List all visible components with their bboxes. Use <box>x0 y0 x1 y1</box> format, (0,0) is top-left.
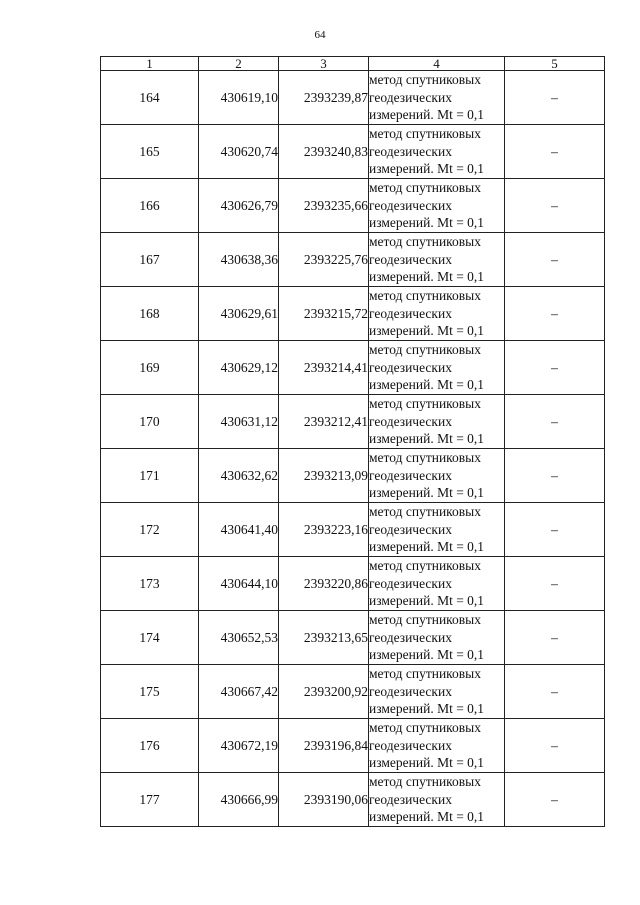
method-line: измерений. Mt = 0,1 <box>369 431 485 447</box>
y-coordinate-cell: 2393190,06 <box>279 773 369 827</box>
method-cell <box>369 719 505 773</box>
method-cell <box>369 71 505 125</box>
table-row <box>101 125 605 179</box>
y-coordinate-cell: 2393223,16 <box>279 503 369 557</box>
method-line: метод спутниковых <box>369 396 481 412</box>
column-5-cell: – <box>505 179 605 233</box>
point-number-cell: 175 <box>101 665 199 719</box>
method-cell <box>369 773 505 827</box>
column-5-cell: – <box>505 773 605 827</box>
method-cell <box>369 449 505 503</box>
page-number: 64 <box>314 29 326 41</box>
y-coordinate-cell: 2393213,65 <box>279 611 369 665</box>
point-number-cell: 165 <box>101 125 199 179</box>
method-cell <box>369 233 505 287</box>
point-number-cell: 173 <box>101 557 199 611</box>
table-row <box>101 71 605 125</box>
method-line: геодезических <box>369 521 452 537</box>
column-5-cell: – <box>505 665 605 719</box>
table-row <box>101 719 605 773</box>
method-cell <box>369 503 505 557</box>
method-line: геодезических <box>369 683 452 699</box>
method-line: измерений. Mt = 0,1 <box>369 269 485 285</box>
table-row <box>101 557 605 611</box>
method-line: измерений. Mt = 0,1 <box>369 539 485 555</box>
point-number-cell: 169 <box>101 341 199 395</box>
x-coordinate-cell: 430619,10 <box>199 71 279 125</box>
method-cell <box>369 341 505 395</box>
method-line: измерений. Mt = 0,1 <box>369 701 485 717</box>
table-row <box>101 611 605 665</box>
header-row <box>101 57 605 71</box>
method-line: измерений. Mt = 0,1 <box>369 755 485 771</box>
point-number-cell: 166 <box>101 179 199 233</box>
method-line: измерений. Mt = 0,1 <box>369 593 485 609</box>
method-line: геодезических <box>369 89 452 105</box>
method-line: метод спутниковых <box>369 774 481 790</box>
y-coordinate-cell: 2393200,92 <box>279 665 369 719</box>
column-header-4: 4 <box>369 57 505 71</box>
y-coordinate-cell: 2393213,09 <box>279 449 369 503</box>
y-coordinate-cell: 2393225,76 <box>279 233 369 287</box>
y-coordinate-cell: 2393239,87 <box>279 71 369 125</box>
x-coordinate-cell: 430644,10 <box>199 557 279 611</box>
method-line: геодезических <box>369 791 452 807</box>
method-line: геодезических <box>369 467 452 483</box>
column-5-cell: – <box>505 557 605 611</box>
method-line: метод спутниковых <box>369 288 481 304</box>
table-row <box>101 233 605 287</box>
x-coordinate-cell: 430631,12 <box>199 395 279 449</box>
column-5-cell: – <box>505 611 605 665</box>
point-number-cell: 177 <box>101 773 199 827</box>
column-5-cell: – <box>505 395 605 449</box>
column-5-cell: – <box>505 233 605 287</box>
x-coordinate-cell: 430672,19 <box>199 719 279 773</box>
x-coordinate-cell: 430626,79 <box>199 179 279 233</box>
column-5-cell: – <box>505 719 605 773</box>
point-number-cell: 167 <box>101 233 199 287</box>
column-header-2: 2 <box>199 57 279 71</box>
y-coordinate-cell: 2393215,72 <box>279 287 369 341</box>
method-line: геодезических <box>369 575 452 591</box>
method-cell <box>369 665 505 719</box>
method-line: геодезических <box>369 629 452 645</box>
x-coordinate-cell: 430629,61 <box>199 287 279 341</box>
table-row <box>101 287 605 341</box>
coordinates-table <box>100 56 605 827</box>
point-number-cell: 172 <box>101 503 199 557</box>
method-line: измерений. Mt = 0,1 <box>369 377 485 393</box>
method-line: измерений. Mt = 0,1 <box>369 809 485 825</box>
method-line: геодезических <box>369 251 452 267</box>
method-line: измерений. Mt = 0,1 <box>369 215 485 231</box>
method-cell <box>369 611 505 665</box>
column-5-cell: – <box>505 125 605 179</box>
method-line: измерений. Mt = 0,1 <box>369 161 485 177</box>
point-number-cell: 170 <box>101 395 199 449</box>
method-line: измерений. Mt = 0,1 <box>369 485 485 501</box>
method-line: метод спутниковых <box>369 126 481 142</box>
method-line: измерений. Mt = 0,1 <box>369 107 485 123</box>
method-line: геодезических <box>369 197 452 213</box>
y-coordinate-cell: 2393196,84 <box>279 719 369 773</box>
x-coordinate-cell: 430629,12 <box>199 341 279 395</box>
y-coordinate-cell: 2393220,86 <box>279 557 369 611</box>
table-row <box>101 179 605 233</box>
table-row <box>101 665 605 719</box>
method-line: метод спутниковых <box>369 450 481 466</box>
table-row <box>101 449 605 503</box>
point-number-cell: 164 <box>101 71 199 125</box>
method-cell <box>369 287 505 341</box>
column-5-cell: – <box>505 503 605 557</box>
method-line: геодезических <box>369 737 452 753</box>
x-coordinate-cell: 430667,42 <box>199 665 279 719</box>
column-5-cell: – <box>505 71 605 125</box>
method-line: геодезических <box>369 359 452 375</box>
method-line: измерений. Mt = 0,1 <box>369 323 485 339</box>
method-line: геодезических <box>369 143 452 159</box>
column-5-cell: – <box>505 341 605 395</box>
table-row <box>101 503 605 557</box>
method-line: метод спутниковых <box>369 666 481 682</box>
method-line: метод спутниковых <box>369 504 481 520</box>
y-coordinate-cell: 2393235,66 <box>279 179 369 233</box>
method-line: геодезических <box>369 413 452 429</box>
method-line: геодезических <box>369 305 452 321</box>
method-cell <box>369 125 505 179</box>
method-cell <box>369 179 505 233</box>
method-cell <box>369 557 505 611</box>
method-line: метод спутниковых <box>369 234 481 250</box>
table-row <box>101 395 605 449</box>
method-cell <box>369 395 505 449</box>
x-coordinate-cell: 430652,53 <box>199 611 279 665</box>
method-line: метод спутниковых <box>369 720 481 736</box>
point-number-cell: 174 <box>101 611 199 665</box>
point-number-cell: 168 <box>101 287 199 341</box>
method-line: метод спутниковых <box>369 612 481 628</box>
y-coordinate-cell: 2393214,41 <box>279 341 369 395</box>
x-coordinate-cell: 430641,40 <box>199 503 279 557</box>
method-line: метод спутниковых <box>369 72 481 88</box>
column-header-1: 1 <box>101 57 199 71</box>
table-body <box>101 71 605 827</box>
column-5-cell: – <box>505 287 605 341</box>
column-header-3: 3 <box>279 57 369 71</box>
table-row <box>101 341 605 395</box>
table-row <box>101 773 605 827</box>
x-coordinate-cell: 430620,74 <box>199 125 279 179</box>
column-5-cell: – <box>505 449 605 503</box>
column-header-5: 5 <box>505 57 605 71</box>
point-number-cell: 171 <box>101 449 199 503</box>
point-number-cell: 176 <box>101 719 199 773</box>
method-line: метод спутниковых <box>369 558 481 574</box>
x-coordinate-cell: 430666,99 <box>199 773 279 827</box>
x-coordinate-cell: 430638,36 <box>199 233 279 287</box>
method-line: метод спутниковых <box>369 342 481 358</box>
y-coordinate-cell: 2393240,83 <box>279 125 369 179</box>
y-coordinate-cell: 2393212,41 <box>279 395 369 449</box>
method-line: измерений. Mt = 0,1 <box>369 647 485 663</box>
x-coordinate-cell: 430632,62 <box>199 449 279 503</box>
method-line: метод спутниковых <box>369 180 481 196</box>
